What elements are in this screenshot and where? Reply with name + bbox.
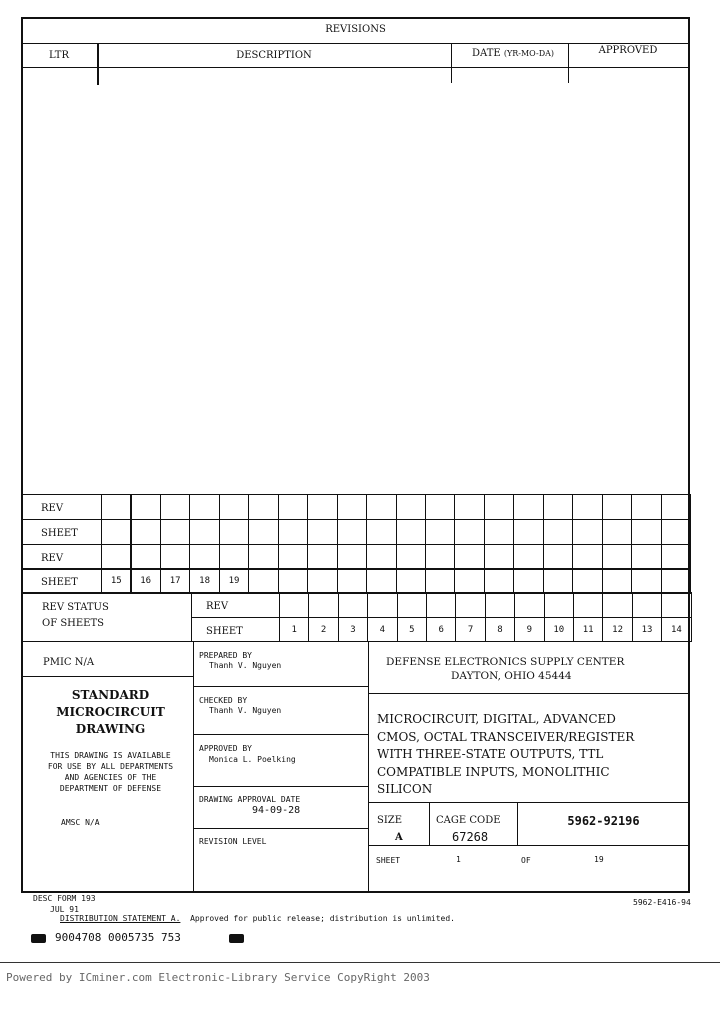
grid-cell bbox=[396, 519, 427, 545]
grid-cell bbox=[366, 568, 397, 594]
grid-cell bbox=[513, 568, 544, 594]
revision-level-label: REVISION LEVEL bbox=[199, 837, 267, 846]
grid-cell bbox=[631, 568, 662, 594]
grid-cell bbox=[189, 494, 220, 520]
grid-cell bbox=[572, 519, 603, 545]
grid-cell bbox=[454, 568, 485, 594]
grid-cell bbox=[219, 544, 250, 570]
title-line: CMOS, OCTAL TRANSCEIVER/REGISTER bbox=[377, 729, 635, 744]
grid-cell bbox=[130, 544, 161, 570]
grid-cell bbox=[602, 544, 633, 570]
sheet-number-cell: 2 bbox=[308, 617, 338, 642]
col-ltr: LTR bbox=[48, 50, 70, 61]
col-date-format: (YR-MO-DA) bbox=[503, 49, 555, 58]
grid-cell bbox=[337, 519, 368, 545]
form-date: JUL 91 bbox=[50, 905, 79, 914]
grid-cell: 17 bbox=[160, 568, 191, 594]
rev-cell bbox=[397, 592, 427, 618]
grid-cell bbox=[101, 519, 132, 545]
grid-cell bbox=[661, 494, 692, 520]
availability-1: THIS DRAWING IS AVAILABLE bbox=[50, 751, 171, 760]
grid-cell: 15 bbox=[101, 568, 132, 594]
grid-cell bbox=[631, 494, 662, 520]
sheet-number-cell: 10 bbox=[544, 617, 574, 642]
grid-cell bbox=[337, 568, 368, 594]
grid-cell bbox=[337, 544, 368, 570]
grid-cell bbox=[278, 519, 309, 545]
col-approved: APPROVED bbox=[598, 45, 658, 56]
rev-cell bbox=[485, 592, 515, 618]
footer-divider bbox=[0, 962, 720, 963]
availability-3: AND AGENCIES OF THE bbox=[64, 773, 157, 782]
grid-row-label: SHEET bbox=[41, 528, 78, 539]
form-id: DESC FORM 193 bbox=[33, 894, 96, 903]
grid-cell bbox=[337, 494, 368, 520]
distribution-label: DISTRIBUTION STATEMENT A. bbox=[60, 914, 181, 923]
footer-text: Powered by ICminer.com Electronic-Library Service CopyRight 2003 bbox=[6, 971, 430, 984]
grid-row-label: REV bbox=[41, 503, 64, 514]
sheet-number-cell: 12 bbox=[602, 617, 632, 642]
grid-cell bbox=[160, 494, 191, 520]
sheet-box bbox=[368, 845, 690, 893]
amsc: AMSC N/A bbox=[61, 818, 100, 827]
grid-cell bbox=[602, 519, 633, 545]
size-label: SIZE bbox=[377, 815, 403, 826]
rev-cell bbox=[338, 592, 368, 618]
title-line: SILICON bbox=[377, 782, 433, 796]
grid-cell bbox=[513, 544, 544, 570]
rev-label: REV bbox=[206, 601, 229, 612]
rev-label-cell bbox=[191, 592, 280, 618]
grid-cell bbox=[130, 519, 161, 545]
rev-cell bbox=[602, 592, 632, 618]
rev-cell bbox=[279, 592, 309, 618]
rev-cell bbox=[308, 592, 338, 618]
grid-cell bbox=[513, 494, 544, 520]
sheet-number-cell: 13 bbox=[632, 617, 662, 642]
rev-cell bbox=[573, 592, 603, 618]
availability-4: DEPARTMENT OF DEFENSE bbox=[59, 784, 162, 793]
grid-cell bbox=[425, 544, 456, 570]
grid-cell bbox=[396, 544, 427, 570]
availability-2: FOR USE BY ALL DEPARTMENTS bbox=[47, 762, 174, 771]
pmic: PMIC N/A bbox=[43, 657, 95, 668]
grid-cell bbox=[543, 519, 574, 545]
grid-cell bbox=[366, 519, 397, 545]
agency-location: DAYTON, OHIO 45444 bbox=[451, 670, 572, 682]
grid-row-label: SHEET bbox=[41, 577, 78, 588]
grid-cell bbox=[572, 544, 603, 570]
grid-cell bbox=[396, 494, 427, 520]
grid-cell bbox=[602, 494, 633, 520]
rev-cell bbox=[367, 592, 397, 618]
sheet-total: 19 bbox=[594, 855, 604, 864]
sheet-number-cell: 1 bbox=[279, 617, 309, 642]
grid-cell bbox=[543, 494, 574, 520]
col-date-label: DATE bbox=[472, 48, 501, 59]
grid-cell bbox=[602, 568, 633, 594]
grid-cell bbox=[661, 519, 692, 545]
col-date bbox=[472, 48, 554, 59]
rev-status-box bbox=[21, 592, 192, 642]
grid-cell bbox=[130, 494, 161, 520]
grid-cell bbox=[454, 494, 485, 520]
grid-cell bbox=[248, 568, 279, 594]
grid-cell bbox=[278, 544, 309, 570]
barcode-mark-icon bbox=[31, 934, 46, 943]
grid-cell bbox=[160, 544, 191, 570]
prepared-name: Thanh V. Nguyen bbox=[209, 661, 282, 670]
grid-cell bbox=[543, 568, 574, 594]
grid-cell bbox=[572, 494, 603, 520]
barcode-text: 9004708 0005735 753 bbox=[55, 931, 181, 944]
grid-cell bbox=[189, 519, 220, 545]
sheet-number-cell: 4 bbox=[367, 617, 397, 642]
grid-cell bbox=[278, 568, 309, 594]
rev-cell bbox=[514, 592, 544, 618]
col-description: DESCRIPTION bbox=[236, 50, 312, 61]
sheet-label: SHEET bbox=[376, 856, 401, 865]
grid-cell bbox=[543, 544, 574, 570]
rev-cell bbox=[661, 592, 691, 618]
rev-cell bbox=[544, 592, 574, 618]
sheet-number-cell: 7 bbox=[455, 617, 485, 642]
grid-cell bbox=[454, 519, 485, 545]
divider bbox=[451, 43, 452, 83]
grid-cell bbox=[484, 544, 515, 570]
barcode-mark-icon bbox=[229, 934, 244, 943]
checked-label: CHECKED BY bbox=[199, 696, 248, 705]
rev-cell bbox=[632, 592, 662, 618]
grid-cell: 18 bbox=[189, 568, 220, 594]
rev-cell bbox=[455, 592, 485, 618]
standard-title-1: STANDARD bbox=[71, 688, 150, 702]
grid-cell bbox=[396, 568, 427, 594]
sheet-label: SHEET bbox=[206, 626, 243, 637]
title-line: COMPATIBLE INPUTS, MONOLITHIC bbox=[377, 764, 610, 779]
grid-cell bbox=[160, 519, 191, 545]
grid-cell bbox=[631, 519, 662, 545]
approved-label: APPROVED BY bbox=[199, 744, 252, 753]
grid-cell bbox=[307, 519, 338, 545]
grid-cell bbox=[425, 568, 456, 594]
grid-cell bbox=[307, 568, 338, 594]
grid-cell bbox=[219, 519, 250, 545]
grid-cell: 19 bbox=[219, 568, 250, 594]
grid-cell bbox=[366, 544, 397, 570]
grid-cell bbox=[248, 544, 279, 570]
size-value: A bbox=[395, 832, 403, 843]
grid-cell bbox=[425, 494, 456, 520]
doc-number: 5962-92196 bbox=[567, 814, 640, 828]
approved-name: Monica L. Poelking bbox=[209, 755, 296, 764]
form-ref: 5962-E416-94 bbox=[633, 898, 691, 907]
approval-date-label: DRAWING APPROVAL DATE bbox=[199, 795, 301, 804]
distribution-text: Approved for public release; distribution is unlimited. bbox=[190, 914, 455, 923]
sheet-number-cell: 14 bbox=[661, 617, 691, 642]
sheet-number-cell: 8 bbox=[485, 617, 515, 642]
approval-date: 94-09-28 bbox=[252, 805, 301, 816]
grid-cell bbox=[513, 519, 544, 545]
grid-cell bbox=[307, 494, 338, 520]
sheet-number-cell: 3 bbox=[338, 617, 368, 642]
grid-cell bbox=[631, 544, 662, 570]
standard-title-3: DRAWING bbox=[75, 722, 146, 736]
grid-cell bbox=[484, 519, 515, 545]
cage-value: 67268 bbox=[452, 830, 489, 844]
rev-cell bbox=[426, 592, 456, 618]
revisions-title: REVISIONS bbox=[325, 24, 386, 35]
sheet-number-cell: 6 bbox=[426, 617, 456, 642]
grid-cell bbox=[101, 544, 132, 570]
grid-cell bbox=[661, 568, 692, 594]
sheet-number: 1 bbox=[456, 855, 461, 864]
prepared-label: PREPARED BY bbox=[199, 651, 252, 660]
grid-cell bbox=[248, 494, 279, 520]
title-line: WITH THREE-STATE OUTPUTS, TTL bbox=[377, 747, 604, 761]
grid-cell bbox=[366, 494, 397, 520]
grid-cell bbox=[219, 494, 250, 520]
grid-cell bbox=[278, 494, 309, 520]
grid-cell bbox=[484, 568, 515, 594]
sheet-number-cell: 9 bbox=[514, 617, 544, 642]
agency-name: DEFENSE ELECTRONICS SUPPLY CENTER bbox=[386, 656, 625, 668]
grid-row-label: REV bbox=[41, 553, 64, 564]
rev-status-label: REV STATUS bbox=[42, 602, 109, 613]
sheet-number-cell: 5 bbox=[397, 617, 427, 642]
grid-cell bbox=[454, 544, 485, 570]
grid-cell bbox=[484, 494, 515, 520]
grid-cell bbox=[425, 519, 456, 545]
grid-cell bbox=[307, 544, 338, 570]
title-line: MICROCIRCUIT, DIGITAL, ADVANCED bbox=[377, 712, 616, 726]
of-sheets-label: OF SHEETS bbox=[42, 618, 105, 629]
grid-cell bbox=[101, 494, 132, 520]
grid-cell bbox=[661, 544, 692, 570]
standard-title-2: MICROCIRCUIT bbox=[56, 705, 165, 719]
grid-cell bbox=[248, 519, 279, 545]
grid-cell bbox=[572, 568, 603, 594]
cage-label: CAGE CODE bbox=[436, 815, 501, 826]
sheet-number-cell: 11 bbox=[573, 617, 603, 642]
grid-cell: 16 bbox=[130, 568, 161, 594]
distribution-statement bbox=[60, 914, 455, 923]
grid-cell bbox=[189, 544, 220, 570]
checked-name: Thanh V. Nguyen bbox=[209, 706, 282, 715]
of-label: OF bbox=[521, 856, 531, 865]
